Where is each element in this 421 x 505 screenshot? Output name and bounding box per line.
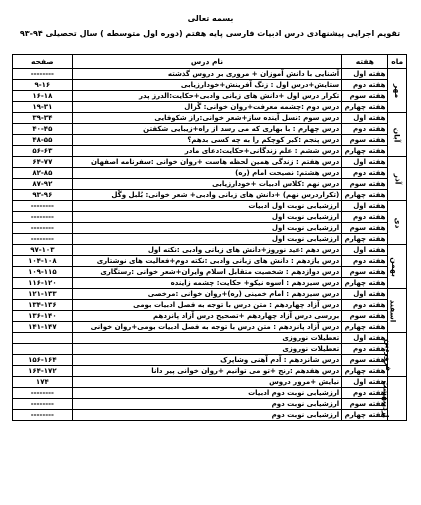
- lesson-cell: ارزشیابی نوبت اول: [72, 234, 342, 245]
- table-row: [13, 333, 407, 344]
- page-cell: ۱۵۶-۱۶۴: [13, 355, 73, 366]
- page-cell: --------: [13, 399, 73, 410]
- table-row: [13, 278, 407, 289]
- table-row: [13, 91, 407, 102]
- table-row: [13, 267, 407, 278]
- month-cell: [388, 201, 407, 245]
- table-row: [13, 146, 407, 157]
- lesson-cell: درس سوم :نسل آینده ساز+شعر خوانی:راز شکوفایی: [72, 113, 342, 124]
- table-row: [13, 190, 407, 201]
- page-cell: ۱۹-۳۱: [13, 102, 73, 113]
- month-label: آذر: [393, 173, 403, 184]
- lesson-cell: درس آزاد چهاردهم : متن درس با توجه به فصل ادبیات بومی: [72, 300, 342, 311]
- month-cell: [381, 377, 407, 421]
- table-row: [13, 322, 407, 333]
- week-cell: هفته چهارم: [342, 190, 388, 201]
- page-cell: ۵۶-۶۳: [13, 146, 73, 157]
- table-row: [13, 355, 407, 366]
- lesson-cell: درس آزاد پانزدهم : متن درس با توجه به فصل ادبیات بومی+روان خوانی: [72, 322, 342, 333]
- lesson-cell: ارزشیابی نوبت دوم ادبیات: [72, 388, 342, 399]
- table-row: [13, 234, 407, 245]
- week-cell: هفته چهارم: [342, 322, 388, 333]
- week-cell: هفته سوم: [342, 355, 388, 366]
- lesson-cell: ارزشیابی نوبت اول ادبیات: [72, 201, 342, 212]
- page-cell: ۴۸-۵۵: [13, 135, 73, 146]
- month-label: اردیبهشت: [381, 379, 391, 418]
- lesson-cell: بررسی درس آزاد چهاردهم +تصحیح درس آزاد پانزدهم: [72, 311, 342, 322]
- week-cell: هفته چهارم: [342, 410, 388, 421]
- page-cell: ۱۳۴-۱۳۶: [13, 300, 73, 311]
- month-cell: [388, 289, 407, 333]
- lesson-cell: درس هشتم: نصیحت امام (ره): [72, 168, 342, 179]
- month-cell: [388, 245, 407, 289]
- week-cell: هفته سوم: [342, 135, 388, 146]
- table-row: [13, 102, 407, 113]
- lesson-cell: درس سیزدهم : اسوه نیکو+ حکایت: چشمه زاینده: [72, 278, 342, 289]
- table-row: [13, 300, 407, 311]
- table-row: [13, 168, 407, 179]
- page-cell: ۱۱۶-۱۲۰: [13, 278, 73, 289]
- bismillah-heading: بسمه تعالی: [187, 14, 234, 23]
- lesson-cell: درس هفدهم :رنج +تو می توانیم +روان خوانی پیر دانا: [72, 366, 342, 377]
- week-cell: هفته دوم: [342, 388, 388, 399]
- month-label: اسفند: [388, 299, 398, 322]
- schedule-table: [12, 54, 407, 421]
- page-cell: ۱۶-۱۸: [13, 91, 73, 102]
- document-title: تقویم اجرایی پیشنهادی درس ادبیات فارسی پایه هفتم (دوره اول متوسطه ) سال تحصیلی ۹۴-۹۳: [19, 29, 401, 38]
- lesson-cell: ارزشیابی نوبت اول: [72, 223, 342, 234]
- lesson-cell: درس دهم :عید نوروز+دانش های زبانی وادبی :نکته اول: [72, 245, 342, 256]
- lesson-cell: تکرار درس اول +دانش های زبانی وادبی+حکایت:الدرز پدر: [72, 91, 342, 102]
- table-row: [13, 388, 407, 399]
- lesson-cell: درس دوم :چشمه معرفت+روان خوانی: گُزال: [72, 102, 342, 113]
- lesson-cell: درس پنجم :کبر کوچکم را به چه کسی بدهم؟: [72, 135, 342, 146]
- page-cell: ۱۶۴-۱۷۲: [13, 366, 73, 377]
- month-cell: [388, 157, 407, 201]
- page-cell: ۹۳-۹۶: [13, 190, 73, 201]
- lesson-cell: ستایش+درس اول : زنگ آفرینش+خودارزیابی: [72, 80, 342, 91]
- week-cell: هفته اول: [342, 333, 388, 344]
- lesson-cell: تعطیلات نوروزی: [72, 344, 342, 355]
- week-cell: هفته اول: [342, 113, 388, 124]
- lesson-cell: تعطیلات نوروزی: [72, 333, 342, 344]
- week-cell: هفته چهارم: [342, 366, 388, 377]
- table-row: [13, 399, 407, 410]
- month-cell: [384, 333, 407, 377]
- header-week: هفته: [342, 55, 388, 69]
- week-cell: هفته دوم: [342, 168, 388, 179]
- lesson-cell: ارزشیابی نوبت دوم: [72, 410, 342, 421]
- page-cell: ۱۴۱-۱۴۷: [13, 322, 73, 333]
- page-cell: ۸۲-۸۵: [13, 168, 73, 179]
- week-cell: هفته اول: [342, 201, 388, 212]
- week-cell: هفته دوم: [342, 344, 388, 355]
- week-cell: هفته چهارم: [342, 234, 388, 245]
- lesson-cell: درس نهم :کلاس ادبیات +خودارزیابی: [72, 179, 342, 190]
- page-cell: [13, 344, 73, 355]
- table-row: [13, 179, 407, 190]
- table-row: [13, 410, 407, 421]
- table-row: [13, 311, 407, 322]
- table-row: [13, 377, 407, 388]
- week-cell: هفته دوم: [342, 212, 388, 223]
- lesson-cell: درس یازدهم : دانش های زبانی وادبی :نکته دوم+فعالیت های نوشتاری: [72, 256, 342, 267]
- week-cell: هفته دوم: [342, 256, 388, 267]
- lesson-cell: درس هفتم : زندگی همین لحظه هاست +روان خوانی :سفرنامه اصفهان: [72, 157, 342, 168]
- month-label: فروردین: [384, 338, 394, 371]
- table-row: [13, 113, 407, 124]
- lesson-cell: درس سیزدهم : امام خمینی (ره)+روان خوانی :مرخصی: [72, 289, 342, 300]
- page-cell: --------: [13, 234, 73, 245]
- week-cell: هفته چهارم: [342, 102, 388, 113]
- header-lesson: نام درس: [72, 55, 342, 69]
- table-row: [13, 69, 407, 80]
- lesson-cell: ارزشیابی نوبت اول: [72, 212, 342, 223]
- table-row: [13, 223, 407, 234]
- week-cell: هفته سوم: [342, 267, 388, 278]
- page-cell: ۴۰-۴۵: [13, 124, 73, 135]
- week-cell: هفته دوم: [342, 300, 388, 311]
- week-cell: هفته اول: [342, 289, 388, 300]
- month-cell: [388, 113, 407, 157]
- page-cell: --------: [13, 212, 73, 223]
- table-header-row: [13, 55, 407, 69]
- week-cell: هفته اول: [342, 157, 388, 168]
- week-cell: هفته چهارم: [342, 146, 388, 157]
- week-cell: هفته اول: [342, 377, 388, 388]
- table-row: [13, 201, 407, 212]
- header-month: ماه: [388, 55, 407, 69]
- lesson-cell: درس شانزدهم : آدم آهنی وشاپرک: [72, 355, 342, 366]
- page-cell: --------: [13, 388, 73, 399]
- page-cell: --------: [13, 201, 73, 212]
- week-cell: هفته چهارم: [342, 278, 388, 289]
- page-cell: ۳۹-۳۴: [13, 113, 73, 124]
- page-cell: --------: [13, 69, 73, 80]
- month-label: آبان: [392, 127, 402, 142]
- page-cell: [13, 333, 73, 344]
- lesson-cell: درس چهارم : با بهاری که می رسد از راه+زیبایی شکفتن: [72, 124, 342, 135]
- month-label: دی: [393, 217, 403, 228]
- page-cell: --------: [13, 410, 73, 421]
- week-cell: هفته دوم: [342, 80, 388, 91]
- table-row: [13, 344, 407, 355]
- page-cell: ۱۷۴: [13, 377, 73, 388]
- page-cell: ۱۲۱-۱۳۳: [13, 289, 73, 300]
- lesson-cell: درس ششم : علم زندگانی+حکایت:دعای مادر: [72, 146, 342, 157]
- week-cell: هفته اول: [342, 245, 388, 256]
- page-cell: ۹۷-۱۰۳: [13, 245, 73, 256]
- table-row: [13, 157, 407, 168]
- page-cell: ۶۴-۷۷: [13, 157, 73, 168]
- page-cell: ۱۰۹-۱۱۵: [13, 267, 73, 278]
- lesson-cell: نیایش +مرور دروس: [72, 377, 342, 388]
- week-cell: هفته اول: [342, 69, 388, 80]
- header-page: صفحه: [13, 55, 73, 69]
- page-cell: ۸۷-۹۲: [13, 179, 73, 190]
- lesson-cell: ارزشیابی نوبت دوم: [72, 399, 342, 410]
- week-cell: هفته سوم: [342, 91, 388, 102]
- lesson-cell: درس دوازدهم : شخصیت متقابل اسلام وایران+شعر خوانی :رستگاری: [72, 267, 342, 278]
- table-row: [13, 135, 407, 146]
- page-cell: ۱۰۴-۱۰۸: [13, 256, 73, 267]
- week-cell: هفته دوم: [342, 124, 388, 135]
- week-cell: هفته سوم: [342, 223, 388, 234]
- table-row: [13, 256, 407, 267]
- page-cell: ۹-۱۶: [13, 80, 73, 91]
- schedule-body: [13, 69, 407, 421]
- month-label: بهمن: [390, 256, 400, 277]
- month-cell: [388, 69, 407, 113]
- week-cell: هفته سوم: [342, 399, 388, 410]
- week-cell: هفته سوم: [342, 311, 388, 322]
- table-row: [13, 245, 407, 256]
- week-cell: هفته سوم: [342, 179, 388, 190]
- table-row: [13, 289, 407, 300]
- table-row: [13, 212, 407, 223]
- table-row: [13, 80, 407, 91]
- table-row: [13, 366, 407, 377]
- page-cell: ۱۳۶-۱۴۰: [13, 311, 73, 322]
- month-label: مهر: [392, 83, 402, 98]
- table-row: [13, 124, 407, 135]
- page-cell: --------: [13, 223, 73, 234]
- lesson-cell: (تکراردرس نهم) +دانش های زبانی وادبی+ شعر خوانی: بُلبل وگُل: [72, 190, 342, 201]
- lesson-cell: آشنایی با دانش آموزان + مروری بر دروس گذشته: [72, 69, 342, 80]
